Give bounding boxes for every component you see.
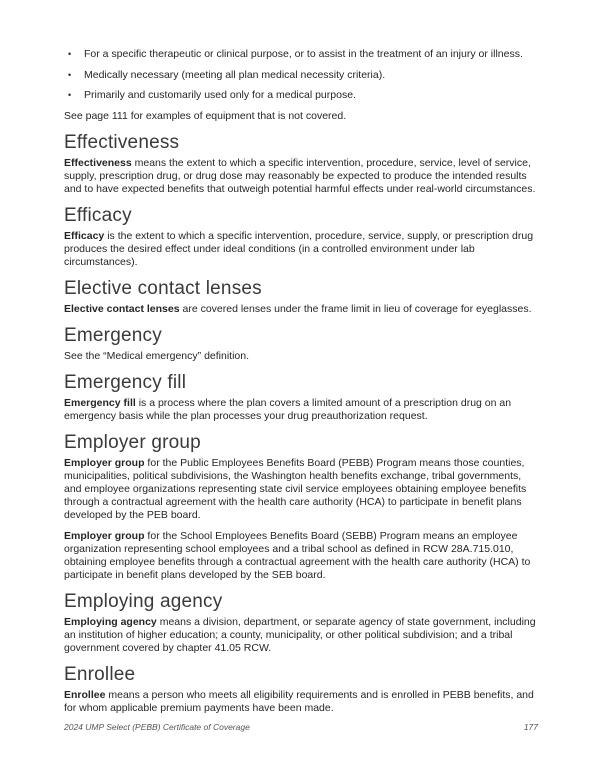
section-heading: Effectiveness — [64, 131, 180, 153]
term-bold: Emergency fill — [64, 396, 136, 409]
section-heading: Employer group — [64, 431, 201, 453]
section-employer-group — [64, 431, 540, 582]
section-heading: Efficacy — [64, 204, 132, 226]
footer-doc-title: 2024 UMP Select (PEBB) Certificate of Coverage — [64, 722, 250, 732]
term-bold: Elective contact lenses — [64, 302, 180, 315]
bullet-item — [64, 48, 540, 61]
bullet-text: Medically necessary (meeting all plan medical necessity criteria). — [84, 68, 386, 81]
section-heading: Elective contact lenses — [64, 277, 262, 299]
definition-paragraph — [64, 350, 540, 363]
page-footer — [64, 722, 538, 732]
see-page-note: See page 111 for examples of equipment that is not covered. — [64, 109, 347, 122]
section-elective-contact-lenses — [64, 277, 540, 316]
definition-paragraph — [64, 457, 540, 522]
term-bold: Employing agency — [64, 615, 157, 628]
definition-paragraph — [64, 616, 540, 655]
definition-paragraph — [64, 397, 540, 423]
definition-text: is the extent to which a specific intervention, procedure, service, supply, or prescription drug produces the desired effect under ideal conditions (in a controlled environment under lab circumstances). — [64, 229, 534, 268]
definition-paragraph — [64, 303, 540, 316]
bullet-item — [64, 69, 540, 82]
section-heading: Employing agency — [64, 590, 223, 612]
term-bold: Employer group — [64, 456, 145, 469]
bullet-item — [64, 89, 540, 102]
bullet-text: For a specific therapeutic or clinical purpose, or to assist in the treatment of an injury or illness. — [84, 48, 523, 60]
definition-text: means a person who meets all eligibility requirements and is enrolled in PEBB benefits, and for whom applicable premium payments have been made. — [64, 688, 534, 714]
footer-page-number: 177 — [523, 722, 538, 732]
term-bold: Efficacy — [64, 229, 105, 242]
section-enrollee — [64, 663, 540, 715]
bullet-icon: • — [68, 49, 72, 59]
bullet-icon: • — [68, 90, 72, 100]
definition-paragraph — [64, 530, 540, 582]
definition-text: for the Public Employees Benefits Board (PEBB) Program means those counties, municipalities, political subdivisions, the Washington health benefits exchange, tribal governments, and employee organizations representing state civil service employees obtaining employee benefits through a contractual agreement with the health care authority (HCA) to participate in benefit plans developed by the PEB board. — [64, 456, 527, 521]
definition-paragraph — [64, 689, 540, 715]
section-heading: Emergency fill — [64, 371, 187, 393]
definition-text: for the School Employees Benefits Board (SEBB) Program means an employee organization representing school employees and a tribal school as defined in RCW 28A.715.010, obtaining employee benefits through a contractual agreement with the health care authority (HCA) to participate in benefit plans developed by the SEB board. — [64, 529, 531, 581]
bullet-list — [64, 48, 540, 102]
section-heading: Emergency — [64, 324, 162, 346]
bullet-text: Primarily and customarily used only for a medical purpose. — [84, 89, 356, 101]
definition-paragraph — [64, 230, 540, 269]
definition-text: are covered lenses under the frame limit in lieu of coverage for eyeglasses. — [179, 302, 532, 315]
page-content — [64, 48, 540, 723]
definition-text: See the “Medical emergency” definition. — [64, 349, 250, 362]
bullet-icon: • — [68, 69, 72, 80]
section-emergency — [64, 324, 540, 363]
section-emergency-fill — [64, 371, 540, 423]
term-bold: Employer group — [64, 529, 145, 542]
definition-text: means the extent to which a specific intervention, procedure, service, level of service, supply, prescription drug, or drug dose may reasonably be expected to produce the intended results and to have expected benefits that outweigh potential harmful effects under real-world circumstances. — [64, 156, 536, 195]
section-employing-agency — [64, 590, 540, 655]
section-effectiveness — [64, 131, 540, 196]
term-bold: Enrollee — [64, 688, 106, 701]
term-bold: Effectiveness — [64, 156, 132, 169]
definition-text: is a process where the plan covers a limited amount of a prescription drug on an emergency basis while the plan processes your drug preauthorization request. — [64, 396, 512, 422]
definition-text: means a division, department, or separate agency of state government, including an institution of higher education; a county, municipality, or other political subdivision; and a tribal government covered by chapter 41.05 RCW. — [64, 615, 536, 654]
section-heading: Enrollee — [64, 663, 136, 685]
definition-paragraph — [64, 157, 540, 196]
section-efficacy — [64, 204, 540, 269]
